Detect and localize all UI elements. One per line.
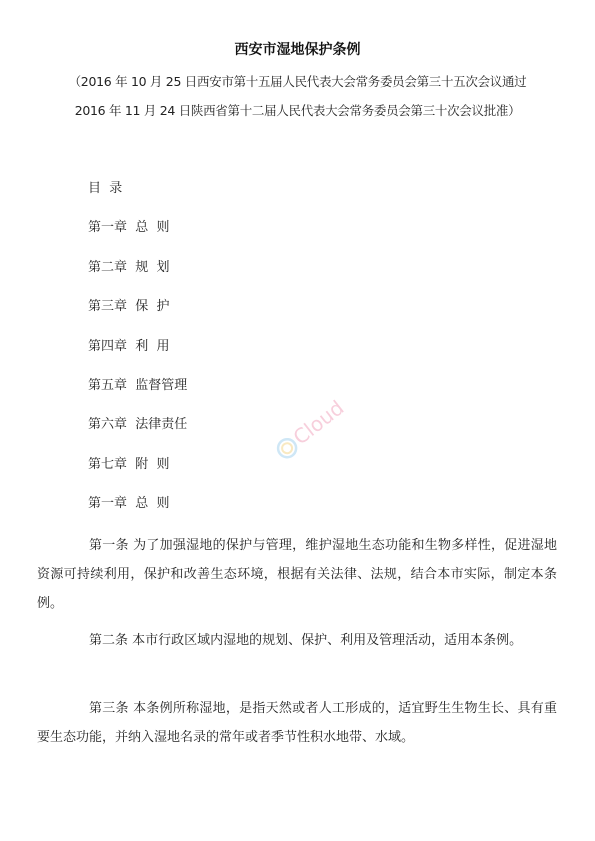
toc-item-chapter-3: 第三章 保 护	[88, 299, 170, 314]
toc-item-chapter-5: 第五章 监督管理	[88, 378, 188, 393]
toc-item-chapter-4: 第四章 利 用	[88, 339, 170, 354]
cloud-watermark	[258, 378, 358, 468]
chapter-heading: 第一章 总 则	[88, 496, 170, 511]
cloud-logo-icon	[258, 378, 358, 468]
toc-heading: 目 录	[88, 181, 123, 196]
article-3: 第三条 本条例所称湿地，是指天然或者人工形成的，适宜野生生物生长、具有重要生态功能，并纳入湿地名录的常年或者季节性积水地带、水域。	[37, 701, 557, 745]
adoption-note-line-2: 2016 年 11 月 24 日陕西省第十二届人民代表大会常务委员会第三十次会议批准）	[74, 103, 521, 118]
toc-item-chapter-1: 第一章 总 则	[88, 220, 170, 235]
toc-item-chapter-6: 第六章 法律责任	[88, 417, 188, 432]
document-title: 西安市湿地保护条例	[234, 42, 361, 58]
toc-item-chapter-2: 第二章 规 划	[88, 260, 170, 275]
watermark-text: Cloud	[288, 395, 349, 450]
toc-item-chapter-7: 第七章 附 则	[88, 457, 170, 472]
article-2: 第二条 本市行政区域内湿地的规划、保护、利用及管理活动，适用本条例。	[89, 633, 523, 648]
article-1: 第一条 为了加强湿地的保护与管理，维护湿地生态功能和生物多样性，促进湿地资源可持续利用，保护和改善生态环境，根据有关法律、法规，结合本市实际，制定本条例。	[37, 538, 557, 611]
adoption-note-line-1: （2016 年 10 月 25 日西安市第十五届人民代表大会常务委员会第三十五次会议通过	[68, 74, 527, 89]
